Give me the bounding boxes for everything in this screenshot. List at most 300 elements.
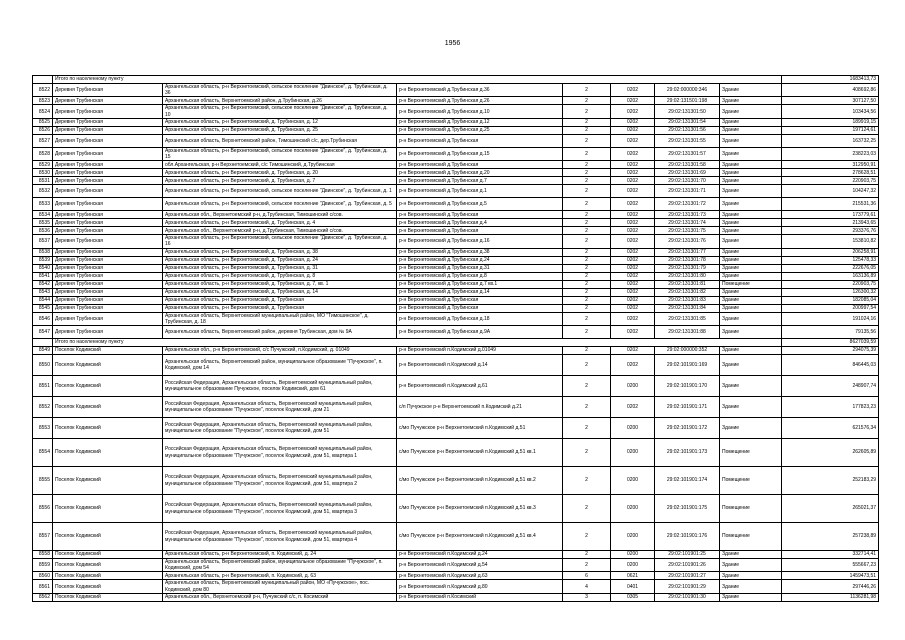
cell-a: 2 [563, 161, 611, 169]
table-row [33, 256, 879, 264]
table-row [33, 161, 879, 169]
cell-code: 29:02:101901:30 [655, 593, 720, 601]
cell-addr: Российская Федерация, Архангельская область, Верхнетоемский муниципальный район, муниципальное образование "Пучужское", поселок Кодимский, дом 51, квартира 2 [163, 467, 397, 495]
cell-addr2: р-н Верхнетоемский п.Кодимский д.14 [397, 355, 563, 376]
cell-a: 2 [563, 84, 611, 97]
cell-n: 8539 [33, 256, 53, 264]
cell-n: 8560 [33, 572, 53, 580]
cell-sum: 408692,86 [782, 84, 879, 97]
cell-number [33, 339, 53, 347]
cell-addr2: с/мо Пучужское р-н Верхнетоемский п.Кодимский д.51 кв.3 [397, 495, 563, 523]
cell-sum: 312950,91 [782, 161, 879, 169]
cell-a: 2 [563, 97, 611, 105]
cell-addr2: р-н Верхнетоемский д.Трубинская д.24 [397, 256, 563, 264]
cell-sum: 278628,51 [782, 169, 879, 177]
table-row [33, 280, 879, 288]
cell-addr: Архангельская область, Верхнетоемский район, муниципальное образование "Пучужское", п. Кодимский, дом 54 [163, 559, 397, 572]
cell-code: 29:02:101901:29 [655, 580, 720, 593]
cell-sum: 248907,74 [782, 376, 879, 397]
cell-code: 29:02:101901:170 [655, 376, 720, 397]
cell-type: Здание [720, 97, 782, 105]
cell-sum: 1136281,98 [782, 593, 879, 601]
cell-addr: Архангельская область, р-н Верхнетоемский, сельское поселение "Двинское", д. Трубинская, д. 10 [163, 105, 397, 118]
cell-code: 29:02:000000:346 [655, 84, 720, 97]
cell-addr2: р-н Верхнетоемский п.Кодимский д.61 [397, 376, 563, 397]
cell-a: 2 [563, 347, 611, 355]
cell-b: 0202 [611, 185, 655, 198]
cell-b: 0200 [611, 523, 655, 551]
cell-addr2: р-н Верхнетоемский д.Трубинская д.8 [397, 272, 563, 280]
cell-b: 0202 [611, 105, 655, 118]
cell-addr2: р-н Верхнетоемский д.Трубинская д.16 [397, 235, 563, 248]
cell-n: 8546 [33, 312, 53, 325]
cell-addr: Архангельская область, р-н Верхнетоемский, д. Трубинская [163, 296, 397, 304]
cell-b: 0202 [611, 347, 655, 355]
cell-loc: Поселок Кодимский [53, 523, 163, 551]
cell-addr: Архангельская область, р-н Верхнетоемский, д. Трубинская, д. 7 [163, 177, 397, 185]
cell-addr2: р-н Верхнетоемский п.Кодимский д.24 [397, 551, 563, 559]
cell-code: 29:02:131301:50 [655, 105, 720, 118]
cell-loc: Деревня Трубинская [53, 296, 163, 304]
cell-loc: Деревня Трубинская [53, 326, 163, 339]
property-table [32, 75, 879, 602]
cell-type: Здание [720, 147, 782, 160]
cell-a: 2 [563, 235, 611, 248]
cell-code: 29:02:131301:54 [655, 118, 720, 126]
cell-loc: Деревня Трубинская [53, 198, 163, 211]
cell-code: 29:02:101901:25 [655, 551, 720, 559]
cell-code: 29:02:131301:79 [655, 264, 720, 272]
cell-b: 0202 [611, 280, 655, 288]
cell-addr: Российская Федерация, Архангельская область, Верхнетоемский муниципальный район, муниципальное образование "Пучужское", поселок Кодимский, дом 21 [163, 397, 397, 418]
cell-n: 8542 [33, 280, 53, 288]
table-row [33, 272, 879, 280]
cell-a: 2 [563, 439, 611, 467]
table-total-row [33, 76, 879, 84]
cell-type: Здание [720, 355, 782, 376]
cell-n: 8531 [33, 177, 53, 185]
cell-addr2: р-н Верхнетоемский д.Трубинская д.14 [397, 288, 563, 296]
cell-addr2: с/мо Пучужское р-н Верхнетоемский п.Кодимский д.51 кв.2 [397, 467, 563, 495]
table-row [33, 118, 879, 126]
cell-sum: 173779,61 [782, 211, 879, 219]
cell-sum: 163732,25 [782, 134, 879, 147]
cell-a: 2 [563, 169, 611, 177]
cell-type: Здание [720, 559, 782, 572]
table-row [33, 397, 879, 418]
cell-code: 29:02:101901:169 [655, 355, 720, 376]
cell-b: 0202 [611, 248, 655, 256]
cell-addr2: р-н Верхнетоемский д.Трубинская д.12 [397, 118, 563, 126]
cell-sum: 238223,03 [782, 147, 879, 160]
table-row [33, 264, 879, 272]
cell-code: 29:02:131301:74 [655, 219, 720, 227]
cell-a: 2 [563, 185, 611, 198]
cell-sum: 220903,75 [782, 280, 879, 288]
table-row [33, 593, 879, 601]
cell-loc: Деревня Трубинская [53, 304, 163, 312]
cell-loc: Деревня Трубинская [53, 185, 163, 198]
table-row [33, 219, 879, 227]
cell-type: Здание [720, 296, 782, 304]
cell-a: 2 [563, 523, 611, 551]
cell-addr2: р-н Верхнетоемский д.Трубинская д.10 [397, 105, 563, 118]
table-row [33, 227, 879, 235]
cell-a: 2 [563, 551, 611, 559]
cell-n: 8530 [33, 169, 53, 177]
cell-a: 2 [563, 296, 611, 304]
cell-type: Здание [720, 376, 782, 397]
table-total-row [33, 339, 879, 347]
cell-n: 8528 [33, 147, 53, 160]
cell-n: 8543 [33, 288, 53, 296]
cell-type: Здание [720, 169, 782, 177]
cell-b: 0202 [611, 147, 655, 160]
cell-a: 2 [563, 272, 611, 280]
cell-addr: Архангельская область, р-н Верхнетоемский, д. Трубинская, д. 38 [163, 248, 397, 256]
cell-n: 8556 [33, 495, 53, 523]
cell-code: 29:02:101901:171 [655, 397, 720, 418]
cell-type: Здание [720, 227, 782, 235]
cell-addr2: р-н Верхнетоемский п.Косимский [397, 593, 563, 601]
cell-a: 2 [563, 105, 611, 118]
cell-sum: 1459473,51 [782, 572, 879, 580]
cell-loc: Поселок Кодимский [53, 376, 163, 397]
cell-type: Здание [720, 134, 782, 147]
cell-code: 29:02:101901:174 [655, 467, 720, 495]
cell-addr2: р-н Верхнетоемский д.Трубинская д.7 кв.1 [397, 280, 563, 288]
cell-addr: Российская Федерация, Архангельская область, Верхнетоемский муниципальный район, муниципальное образование Пучужское, поселок Кодимский, дом 61 [163, 376, 397, 397]
cell-addr: Архангельская обл., Верхнетоемский р-н, д.Трубинская, Тимошинский с/сов. [163, 227, 397, 235]
cell-loc: Деревня Трубинская [53, 161, 163, 169]
cell-type: Помещение [720, 280, 782, 288]
cell-code: 29:02:131301:78 [655, 256, 720, 264]
cell-b: 0202 [611, 256, 655, 264]
cell-code: 29:02:101901:173 [655, 439, 720, 467]
cell-addr: Архангельская область, р-н Верхнетоемский, сельское поселение "Двинское", д. Трубинская, д. 36 [163, 84, 397, 97]
cell-type: Здание [720, 126, 782, 134]
cell-a: 2 [563, 211, 611, 219]
cell-loc: Деревня Трубинская [53, 169, 163, 177]
cell-sum: 555667,23 [782, 559, 879, 572]
cell-a: 2 [563, 312, 611, 325]
cell-type: Здание [720, 312, 782, 325]
cell-addr: Архангельская обл., Верхнетоемский р-н, д.Трубинская, Тимошинский с/сов. [163, 211, 397, 219]
cell-sum: 177823,23 [782, 397, 879, 418]
cell-a: 2 [563, 134, 611, 147]
cell-n: 8551 [33, 376, 53, 397]
cell-type: Здание [720, 118, 782, 126]
cell-a: 2 [563, 559, 611, 572]
cell-type: Здание [720, 551, 782, 559]
cell-sum: 220903,75 [782, 177, 879, 185]
cell-addr2: с/мо Пучужское р-н Верхнетоемский п.Кодимский д.51 кв.1 [397, 439, 563, 467]
cell-code: 29:02:101901:176 [655, 523, 720, 551]
cell-addr: Российская Федерация, Архангельская область, Верхнетоемский муниципальный район, муниципальное образование "Пучужское", поселок Кодимский, дом 51, квартира 4 [163, 523, 397, 551]
cell-loc: Деревня Трубинская [53, 288, 163, 296]
cell-a: 4 [563, 580, 611, 593]
cell-addr2: р-н Верхнетоемский д.Трубинская [397, 161, 563, 169]
cell-code: 29:02:131301:70 [655, 177, 720, 185]
cell-code: 29:02:101901:27 [655, 572, 720, 580]
cell-addr2: с/мо Пучужское р-н Верхнетоемский п.Кодимский д.51 кв.4 [397, 523, 563, 551]
table-row [33, 551, 879, 559]
cell-loc: Деревня Трубинская [53, 177, 163, 185]
cell-b: 0202 [611, 169, 655, 177]
cell-n: 8549 [33, 347, 53, 355]
cell-a: 2 [563, 227, 611, 235]
cell-code: 29:02:131301:80 [655, 272, 720, 280]
cell-type: Здание [720, 248, 782, 256]
cell-b: 0200 [611, 467, 655, 495]
cell-n: 8540 [33, 264, 53, 272]
cell-code: 29:02:131301:85 [655, 312, 720, 325]
cell-addr: Архангельская область, р-н Верхнетоемский, д. Трубинская, д. 4 [163, 219, 397, 227]
cell-loc: Деревня Трубинская [53, 134, 163, 147]
cell-addr: Архангельская область, р-н Верхнетоемский, сельское поселение "Двинское", д. Трубинская, д. 5 [163, 198, 397, 211]
cell-b: 0200 [611, 551, 655, 559]
cell-n: 8522 [33, 84, 53, 97]
table-row [33, 467, 879, 495]
cell-a: 2 [563, 495, 611, 523]
cell-a: 2 [563, 376, 611, 397]
cell-n: 8557 [33, 523, 53, 551]
cell-addr: Архангельская область, Верхнетоемский район, д.Трубинская, д.26 [163, 97, 397, 105]
cell-code: 29:02:131301:58 [655, 161, 720, 169]
cell-addr: Архангельская область, р-н Верхнетоемский, д. Трубинская, д. 24 [163, 256, 397, 264]
cell-a: 3 [563, 593, 611, 601]
cell-a: 2 [563, 355, 611, 376]
cell-loc: Поселок Кодимский [53, 467, 163, 495]
cell-loc: Поселок Кодимский [53, 355, 163, 376]
table-row [33, 288, 879, 296]
cell-n: 8545 [33, 304, 53, 312]
total-sum: 8627039,59 [782, 339, 879, 347]
cell-n: 8552 [33, 397, 53, 418]
cell-loc: Деревня Трубинская [53, 235, 163, 248]
cell-code: 29:02:101901:175 [655, 495, 720, 523]
cell-loc: Поселок Кодимский [53, 495, 163, 523]
cell-b: 0202 [611, 264, 655, 272]
cell-sum: 262605,89 [782, 439, 879, 467]
cell-b: 0200 [611, 376, 655, 397]
cell-addr: Российская Федерация, Архангельская область, Верхнетоемский муниципальный район, муниципальное образование "Пучужское", поселок Кодимский, дом 51, квартира 3 [163, 495, 397, 523]
cell-loc: Деревня Трубинская [53, 264, 163, 272]
cell-addr: Архангельская область, р-н Верхнетоемский, д. Трубинская, д. 8 [163, 272, 397, 280]
cell-addr2: р-н Верхнетоемский д.Трубинская [397, 211, 563, 219]
cell-a: 2 [563, 256, 611, 264]
cell-a: 2 [563, 147, 611, 160]
cell-sum: 206258,91 [782, 248, 879, 256]
cell-a: 2 [563, 264, 611, 272]
cell-b: 0305 [611, 593, 655, 601]
cell-code: 29:02:131301:81 [655, 280, 720, 288]
cell-code: 29:02:131301:73 [655, 211, 720, 219]
cell-type: Здание [720, 347, 782, 355]
cell-addr: Российская Федерация, Архангельская область, Верхнетоемский муниципальный район, муниципальное образование "Пучужское", поселок Кодимский, дом 51, квартира 1 [163, 439, 397, 467]
cell-addr: Архангельская область, Верхнетоемский муниципальный район, МО «Пучужское», пос. Кодимский, дом 80 [163, 580, 397, 593]
cell-addr2: р-н Верхнетоемский п.Кодимский д.80 [397, 580, 563, 593]
cell-b: 0202 [611, 326, 655, 339]
cell-b: 0202 [611, 355, 655, 376]
cell-a: 2 [563, 326, 611, 339]
cell-addr: Архангельская область, Верхнетоемский район, деревня Трубинская, дом № 9А [163, 326, 397, 339]
table-row [33, 312, 879, 325]
cell-sum: 297446,26 [782, 580, 879, 593]
table-row [33, 126, 879, 134]
cell-type: Здание [720, 572, 782, 580]
table-row [33, 439, 879, 467]
table-row [33, 296, 879, 304]
cell-n: 8532 [33, 185, 53, 198]
cell-loc: Деревня Трубинская [53, 97, 163, 105]
table-row [33, 84, 879, 97]
cell-type: Здание [720, 304, 782, 312]
cell-b: 0202 [611, 84, 655, 97]
cell-type: Здание [720, 418, 782, 439]
cell-loc: Поселок Кодимский [53, 418, 163, 439]
cell-addr: Архангельская область, р-н Верхнетоемский, сельское поселение "Двинское", д. Трубинская, д. 1 [163, 185, 397, 198]
cell-b: 0202 [611, 161, 655, 169]
cell-a: 2 [563, 304, 611, 312]
cell-addr2: р-н Верхнетоемский п.Кодимский д.54 [397, 559, 563, 572]
cell-addr2: р-н Верхнетоемский д.Трубинская д.26 [397, 97, 563, 105]
cell-addr: Архангельская область, р-н Верхнетоемский, п. Кодимский, д. 24 [163, 551, 397, 559]
cell-sum: 307127,50 [782, 97, 879, 105]
cell-type: Здание [720, 198, 782, 211]
table-row [33, 198, 879, 211]
cell-a: 2 [563, 177, 611, 185]
cell-sum: 213943,65 [782, 219, 879, 227]
cell-n: 8527 [33, 134, 53, 147]
cell-loc: Деревня Трубинская [53, 256, 163, 264]
page-number: 1956 [444, 40, 461, 47]
cell-loc: Поселок Кодимский [53, 397, 163, 418]
cell-n: 8524 [33, 105, 53, 118]
table-row [33, 169, 879, 177]
table-body [33, 76, 879, 602]
table-row [33, 495, 879, 523]
cell-code: 29:02:131301:69 [655, 169, 720, 177]
cell-loc: Деревня Трубинская [53, 272, 163, 280]
cell-loc: Деревня Трубинская [53, 280, 163, 288]
cell-a: 2 [563, 118, 611, 126]
cell-n: 8538 [33, 248, 53, 256]
cell-n: 8555 [33, 467, 53, 495]
cell-type: Здание [720, 211, 782, 219]
cell-sum: 621576,34 [782, 418, 879, 439]
cell-addr: Архангельская область, Верхнетоемский муниципальный район, МО "Тимошинское", д. Трубинская, д. 18 [163, 312, 397, 325]
cell-a: 2 [563, 248, 611, 256]
cell-sum: 182085,04 [782, 296, 879, 304]
total-label: Итого по населенному пункту [53, 76, 782, 84]
cell-loc: Поселок Кодимский [53, 572, 163, 580]
cell-addr: Архангельская область, р-н Верхнетоемский, д. Трубинская, д. 12 [163, 118, 397, 126]
cell-addr: Архангельская область, р-н Верхнетоемский, п. Кодимский, д. 63 [163, 572, 397, 580]
cell-a: 2 [563, 288, 611, 296]
cell-addr: Архангельская область, р-н Верхнетоемский, д. Трубинская, д. 7, кв. 1 [163, 280, 397, 288]
cell-addr: Архангельская область, р-н Верхнетоемский, сельское поселение "Двинское", д. Трубинская, д. 16 [163, 235, 397, 248]
cell-loc: Поселок Кодимский [53, 580, 163, 593]
cell-sum: 215531,36 [782, 198, 879, 211]
table-row [33, 248, 879, 256]
cell-sum: 163136,89 [782, 272, 879, 280]
cell-addr2: р-н Верхнетоемский д.Трубинская [397, 304, 563, 312]
cell-sum: 153810,82 [782, 235, 879, 248]
cell-addr2: р-н Верхнетоемский д.Трубинская д.7 [397, 177, 563, 185]
cell-code: 29:02:131301:77 [655, 248, 720, 256]
cell-a: 6 [563, 572, 611, 580]
cell-b: 0202 [611, 296, 655, 304]
cell-addr: Архангельская область, р-н Верхнетоемский, д. Трубинская, д. 14 [163, 288, 397, 296]
cell-b: 0202 [611, 227, 655, 235]
cell-code: 29:02:131301:88 [655, 326, 720, 339]
cell-type: Здание [720, 593, 782, 601]
cell-sum: 222676,05 [782, 264, 879, 272]
cell-sum: 846445,03 [782, 355, 879, 376]
cell-addr2: р-н Верхнетоемский д.Трубинская д.25 [397, 126, 563, 134]
cell-addr2: р-н Верхнетоемский д.Трубинская д.38 [397, 248, 563, 256]
cell-b: 0200 [611, 418, 655, 439]
cell-code: 29:02:131301:76 [655, 235, 720, 248]
cell-b: 0202 [611, 126, 655, 134]
cell-b: 0202 [611, 118, 655, 126]
cell-addr: обл.Архангельская, р-н Верхнетоемский, с/с Тимошинский, д.Трубинская [163, 161, 397, 169]
cell-a: 2 [563, 467, 611, 495]
cell-n: 8526 [33, 126, 53, 134]
table-row [33, 347, 879, 355]
cell-code: 29:02:131501:198 [655, 97, 720, 105]
cell-n: 8561 [33, 580, 53, 593]
cell-b: 0401 [611, 580, 655, 593]
cell-n: 8536 [33, 227, 53, 235]
cell-code: 29:02:131301:55 [655, 134, 720, 147]
cell-type: Здание [720, 177, 782, 185]
table-row [33, 572, 879, 580]
table-row [33, 559, 879, 572]
cell-b: 0200 [611, 559, 655, 572]
table-row [33, 326, 879, 339]
cell-addr2: р-н Верхнетоемский д.Трубинская д.15 [397, 147, 563, 160]
cell-n: 8559 [33, 559, 53, 572]
cell-addr2: р-н Верхнетоемский д.Трубинская д.18 [397, 312, 563, 325]
cell-n: 8544 [33, 296, 53, 304]
cell-b: 0202 [611, 304, 655, 312]
cell-type: Здание [720, 235, 782, 248]
cell-loc: Деревня Трубинская [53, 126, 163, 134]
cell-code: 29:02:101901:172 [655, 418, 720, 439]
cell-n: 8547 [33, 326, 53, 339]
cell-b: 0202 [611, 211, 655, 219]
cell-n: 8562 [33, 593, 53, 601]
cell-n: 8525 [33, 118, 53, 126]
cell-addr2: р-н Верхнетоемский д.Трубинская д.5 [397, 198, 563, 211]
cell-b: 0202 [611, 312, 655, 325]
cell-n: 8529 [33, 161, 53, 169]
cell-type: Здание [720, 272, 782, 280]
cell-type: Здание [720, 397, 782, 418]
cell-addr: Архангельская область, р-н Верхнетоемский, д. Трубинская, д. 20 [163, 169, 397, 177]
cell-type: Здание [720, 105, 782, 118]
cell-a: 2 [563, 126, 611, 134]
cell-type: Помещение [720, 523, 782, 551]
table-row [33, 235, 879, 248]
cell-type: Здание [720, 161, 782, 169]
cell-type: Здание [720, 326, 782, 339]
cell-loc: Поселок Кодимский [53, 347, 163, 355]
cell-addr: Архангельская область, Верхнетоемский район, Тимошинский с/с, дер.Трубинская [163, 134, 397, 147]
cell-sum: 332714,41 [782, 551, 879, 559]
